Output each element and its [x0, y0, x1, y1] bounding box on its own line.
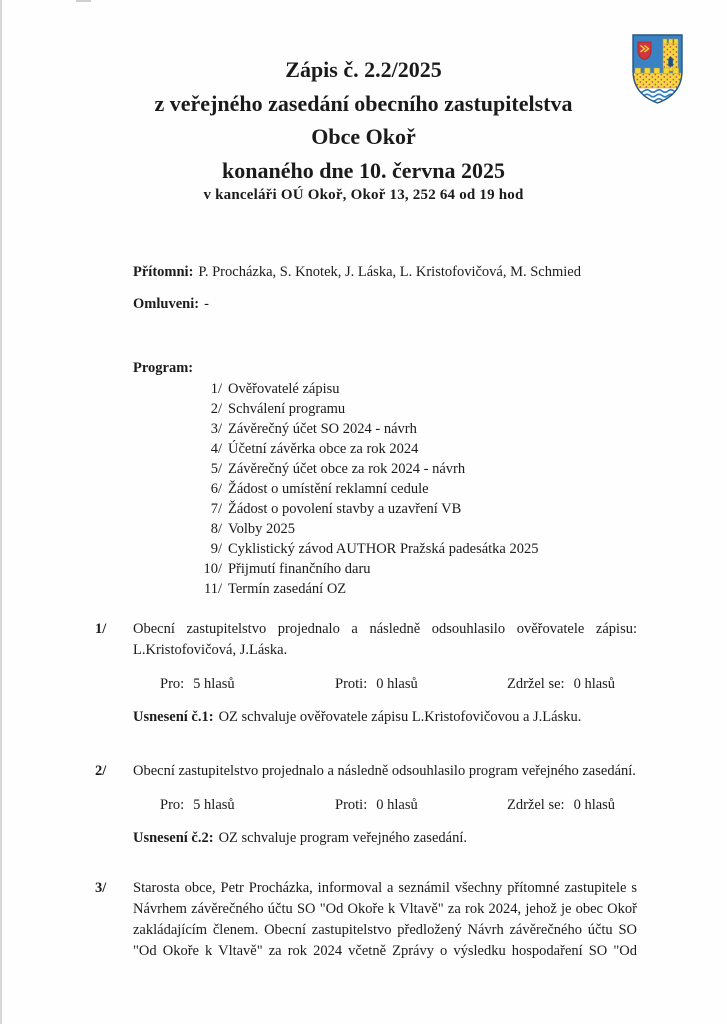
- resolution-text: OZ schvaluje program veřejného zasedání.: [218, 830, 467, 846]
- program-item-text: Žádost o povolení stavby a uzavření VB: [228, 501, 462, 517]
- excused-label: Omluveni:: [133, 296, 200, 312]
- excused-value: -: [204, 296, 209, 312]
- section-body: [133, 878, 637, 962]
- vote-zdrzel: [507, 795, 615, 816]
- vote-proti-value: 0 hlasů: [376, 797, 418, 813]
- vote-pro-value: 5 hlasů: [193, 797, 235, 813]
- title-line-2: z veřejného zasedání obecního zastupitelstva: [154, 90, 573, 116]
- section-number: 1/: [95, 621, 107, 637]
- vote-row: [133, 674, 637, 695]
- title-line-1: Zápis č. 2.2/2025: [285, 57, 442, 82]
- present-label: Přítomni:: [133, 264, 194, 280]
- program-item-text: Závěrečný účet SO 2024 - návrh: [228, 421, 417, 437]
- program-item-2: [133, 399, 637, 419]
- vote-pro: [160, 674, 335, 695]
- vote-zdrzel: [507, 674, 615, 695]
- excused-row: [133, 294, 637, 315]
- program-item-10: [133, 559, 637, 579]
- program-item-number: 10/: [203, 561, 222, 577]
- vote-zdrzel-value: 0 hlasů: [573, 797, 616, 813]
- program-items: [133, 379, 637, 599]
- program-item-5: [133, 459, 637, 479]
- resolution-text: OZ schvaluje ověřovatele zápisu L.Kristofovičovou a J.Lásku.: [218, 709, 582, 725]
- section-text: Obecní zastupitelstvo projednalo a následně odsouhlasilo ověřovatele zápisu: L.Kristofovičová, J.Láska.: [133, 621, 637, 658]
- vote-pro-value: 5 hlasů: [193, 676, 235, 692]
- program-item-text: Cyklistický závod AUTHOR Pražská padesátka 2025: [228, 541, 539, 557]
- title-line-4: konaného dne 10. června 2025: [222, 157, 505, 183]
- vote-row: [133, 795, 637, 816]
- document-header: [0, 53, 727, 205]
- program-item-text: Účetní závěrka obce za rok 2024: [228, 441, 419, 457]
- attendance-block: [133, 262, 637, 315]
- vote-proti-label: Proti:: [335, 676, 368, 692]
- program-item-number: 5/: [210, 461, 222, 477]
- program-item-9: [133, 539, 637, 559]
- program-item-number: 4/: [210, 441, 222, 457]
- scan-artifact-top-dash: [76, 0, 91, 2]
- program-item-number: 6/: [210, 481, 222, 497]
- present-row: [133, 262, 637, 283]
- present-names: P. Procházka, S. Knotek, J. Láska, L. Kristofovičová, M. Schmied: [198, 264, 581, 280]
- vote-proti: [335, 795, 507, 816]
- title-subtitle: v kanceláři OÚ Okoř, Okoř 13, 252 64 od 19 hod: [203, 187, 524, 203]
- agenda-section-3: [95, 878, 637, 962]
- program-item-number: 3/: [210, 421, 222, 437]
- resolution-label: Usnesení č.1:: [133, 709, 214, 725]
- program-item-1: [133, 379, 637, 399]
- agenda-section-2: [95, 761, 637, 849]
- program-item-text: Ověřovatelé zápisu: [228, 381, 340, 397]
- section-number: 2/: [95, 763, 107, 779]
- program-item-text: Schválení programu: [228, 401, 346, 417]
- section-number: 3/: [95, 880, 107, 896]
- resolution-line: [133, 707, 637, 728]
- program-item-6: [133, 479, 637, 499]
- vote-zdrzel-label: Zdržel se:: [507, 797, 565, 813]
- agenda-section-1: [95, 619, 637, 728]
- section-text: Starosta obce, Petr Procházka, informoval a seznámil všechny přítomné zastupitele s Návrhem závěrečného účtu SO "Od Okoře k Vltavě" za rok 2024, jehož je obec Okoř zakládajícím členem. Obecní zastupitelstvo předložený Návrh závěrečného účtu SO "Od Okoře k Vltavě" za rok 2024 včetně Zprávy o výsledku hospodaření SO "Od: [133, 880, 637, 959]
- title-line-3: Obce Okoř: [311, 124, 416, 149]
- program-item-text: Volby 2025: [228, 521, 296, 537]
- vote-pro-label: Pro:: [160, 797, 185, 813]
- vote-zdrzel-value: 0 hlasů: [573, 676, 616, 692]
- program-item-number: 7/: [210, 501, 222, 517]
- vote-pro: [160, 795, 335, 816]
- program-item-8: [133, 519, 637, 539]
- program-item-number: 11/: [204, 581, 222, 597]
- program-block: [133, 358, 637, 599]
- program-item-number: 2/: [210, 401, 222, 417]
- program-item-number: 1/: [210, 381, 222, 397]
- program-item-3: [133, 419, 637, 439]
- program-item-text: Žádost o umístění reklamní cedule: [228, 481, 429, 497]
- program-label: Program:: [133, 360, 194, 376]
- vote-pro-label: Pro:: [160, 676, 185, 692]
- program-item-text: Závěrečný účet obce za rok 2024 - návrh: [228, 461, 466, 477]
- program-item-4: [133, 439, 637, 459]
- section-text: Obecní zastupitelstvo projednalo a následně odsouhlasilo program veřejného zasedání.: [133, 763, 636, 779]
- section-body: [133, 761, 637, 849]
- program-item-text: Přijmutí finančního daru: [228, 561, 371, 577]
- program-item-text: Termín zasedání OZ: [228, 581, 347, 597]
- vote-proti: [335, 674, 507, 695]
- vote-proti-value: 0 hlasů: [376, 676, 418, 692]
- section-body: [133, 619, 637, 728]
- program-item-number: 8/: [210, 521, 222, 537]
- vote-proti-label: Proti:: [335, 797, 368, 813]
- program-item-number: 9/: [210, 541, 222, 557]
- resolution-line: [133, 828, 637, 849]
- vote-zdrzel-label: Zdržel se:: [507, 676, 565, 692]
- resolution-label: Usnesení č.2:: [133, 830, 214, 846]
- program-item-11: [133, 579, 637, 599]
- program-item-7: [133, 499, 637, 519]
